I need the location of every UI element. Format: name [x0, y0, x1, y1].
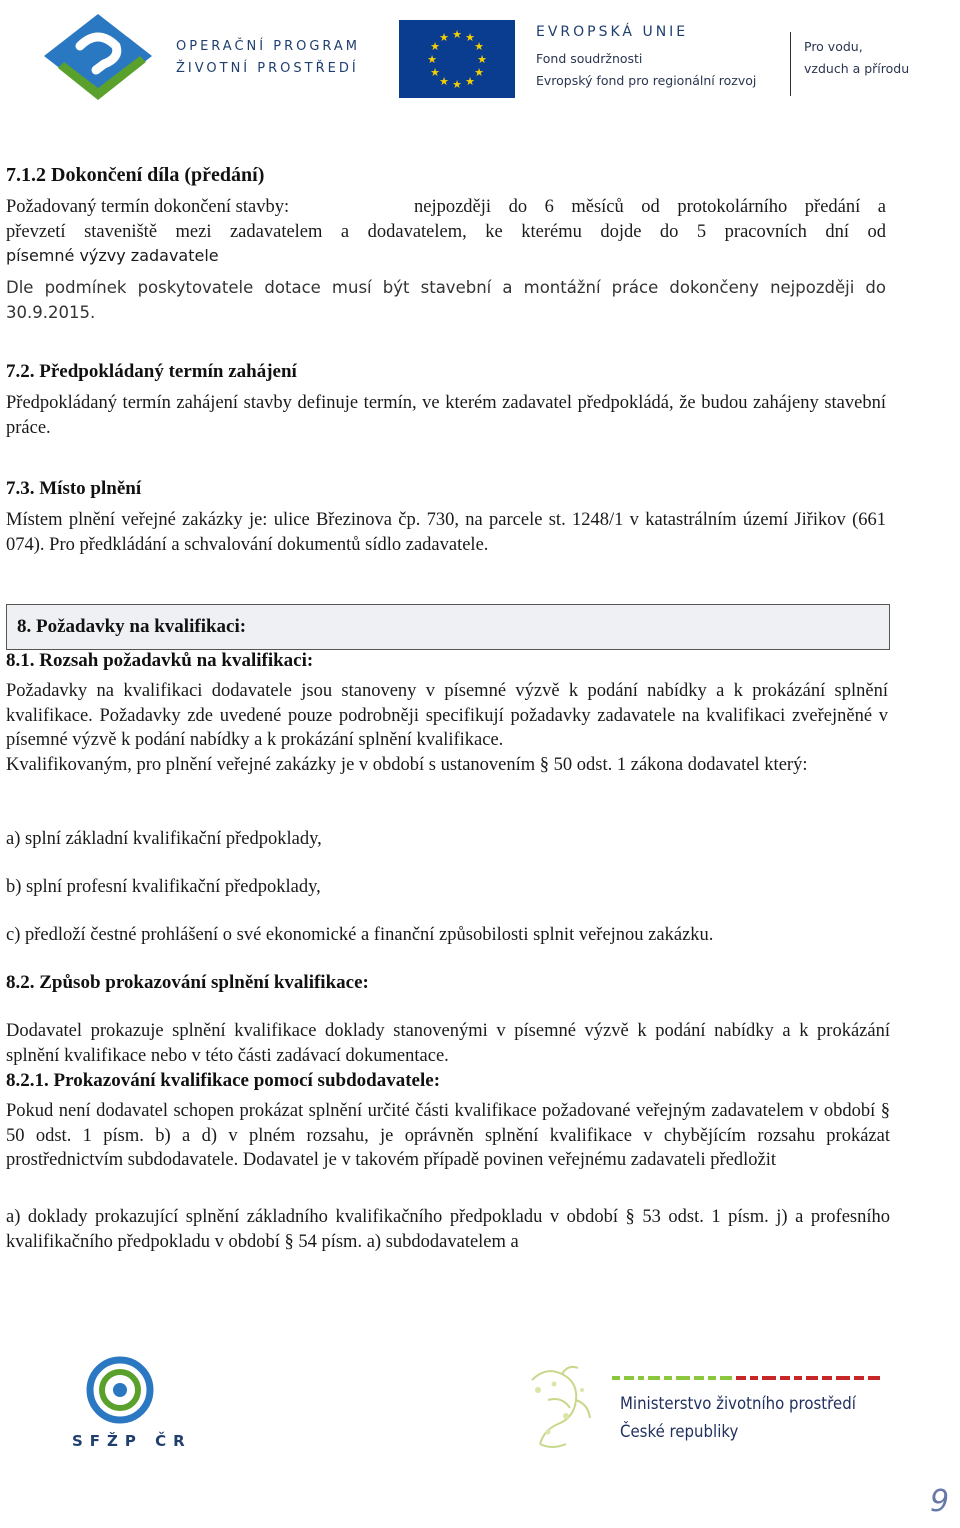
svg-text:★: ★ [477, 53, 487, 66]
mzp-color-bar-icon [612, 1374, 882, 1382]
completion-line2: převzetí staveniště mezi zadavatelem a dodavatelem, ke kterému dojde do 5 pracovních dní od [6, 221, 886, 242]
heading-7-2: 7.2. Předpokládaný termín zahájení [6, 361, 297, 382]
sfzp-logo-icon [84, 1352, 156, 1428]
eu-title: EVROPSKÁ UNIE [536, 24, 689, 40]
heading-8-1: 8.1. Rozsah požadavků na kvalifikaci: [6, 650, 314, 671]
svg-text:★: ★ [430, 40, 440, 53]
heading-8-2: 8.2. Způsob prokazování splnění kvalifikace: [6, 972, 369, 993]
completion-value: nejpozději do 6 měsíců od protokolárního předání a [414, 197, 886, 217]
header [0, 0, 960, 120]
completion-para2: Dle podmínek poskytovatele dotace musí být stavební a montážní práce dokončeny nejpozději do 30.9.2015. [6, 278, 886, 322]
heading-8: 8. Požadavky na kvalifikaci: [17, 616, 247, 637]
slogan-line2: vzduch a přírodu [804, 61, 910, 76]
mzp-line2: České republiky [620, 1422, 739, 1442]
sfzp-label: SFŽP ČR [72, 1432, 192, 1450]
op-zp-logo-icon [28, 8, 168, 108]
heading-7-1-2: 7.1.2 Dokončení díla (předání) [6, 164, 265, 186]
qualification-item-a: a) splní základní kvalifikační předpoklady, [6, 829, 322, 849]
qualification-text-2: Kvalifikovaným, pro plnění veřejné zakázky je v období s ustanovením § 50 odst. 1 zákona dodavatel který: [6, 755, 808, 775]
svg-text:★: ★ [427, 53, 437, 66]
qualification-item-c: c) předloží čestné prohlášení o své ekonomické a finanční způsobilosti splnit veřejnou zakázku. [6, 925, 714, 945]
start-date-text: Předpokládaný termín zahájení stavby definuje termín, ve kterém zadavatel předpokládá, že budou zahájeny stavební práce. [6, 393, 886, 438]
place-of-performance-text: Místem plnění veřejné zakázky je: ulice Březinova čp. 730, na parcele st. 1248/1 v katastrálním území Jiřikov (661 074). Pro předkládání a schvalování dokumentů sídlo zadavatele. [6, 510, 886, 555]
svg-text:★: ★ [474, 66, 484, 79]
op-title-line1: OPERAČNÍ PROGRAM [176, 39, 361, 54]
svg-text:★: ★ [439, 75, 449, 88]
svg-text:★: ★ [465, 31, 475, 44]
heading-8-2-1: 8.2.1. Prokazování kvalifikace pomocí subdodavatele: [6, 1070, 441, 1091]
qualification-text-1: Požadavky na kvalifikaci dodavatele jsou stanoveny v písemné výzvě k podání nabídky a k prokázání splnění kvalifikace. Požadavky zde uvedené pouze podrobněji specifikují požadavky zadavatele na kvalifikaci zveřejněné v písemné výzvě k podání nabídky a k prokázání splnění kvalifikace. [6, 681, 888, 750]
svg-text:★: ★ [430, 66, 440, 79]
page-number: 9 [930, 1484, 950, 1519]
svg-text:★: ★ [465, 75, 475, 88]
subcontractor-item-a: a) doklady prokazující splnění základního kvalifikačního předpokladu v období § 53 odst. 1 písm. j) a profesního kvalifikačního předpokladu v období § 54 písm. a) subdodavatelem a [6, 1207, 890, 1252]
header-divider [790, 32, 791, 96]
eu-flag-icon [399, 20, 515, 98]
completion-label: Požadovaný termín dokončení stavby: [6, 197, 290, 217]
section-8-box [6, 604, 890, 650]
subcontractor-text: Pokud není dodavatel schopen prokázat splnění určité části kvalifikace požadované veřejným zadavatelem v období § 50 odst. 1 písm. b) a d) v plném rozsahu, je oprávněn splnění kvalifikace v chybějícím rozsahu prokázat prostřednictvím subdodavatele. Dodavatel je v takovém případě povinen veřejnému zadavateli předložit [6, 1101, 890, 1170]
eu-fund-2: Evropský fond pro regionální rozvoj [536, 73, 757, 88]
mzp-line1: Ministerstvo životního prostředí [620, 1394, 856, 1414]
qualification-item-b: b) splní profesní kvalifikační předpoklady, [6, 877, 321, 897]
svg-text:★: ★ [474, 40, 484, 53]
svg-text:★: ★ [452, 78, 462, 91]
svg-text:★: ★ [452, 28, 462, 41]
czech-lion-emblem-icon [518, 1360, 602, 1456]
svg-text:★: ★ [439, 31, 449, 44]
op-title-line2: ŽIVOTNÍ PROSTŘEDÍ [176, 61, 359, 76]
heading-7-3: 7.3. Místo plnění [6, 478, 142, 499]
proof-text: Dodavatel prokazuje splnění kvalifikace doklady stanovenými v písemné výzvě k podání nabídky a k prokázání splnění kvalifikace nebo v této části zadávací dokumentace. [6, 1021, 890, 1066]
slogan-line1: Pro vodu, [804, 39, 863, 54]
eu-fund-1: Fond soudržnosti [536, 51, 643, 66]
completion-line3: písemné výzvy zadavatele [6, 246, 219, 265]
